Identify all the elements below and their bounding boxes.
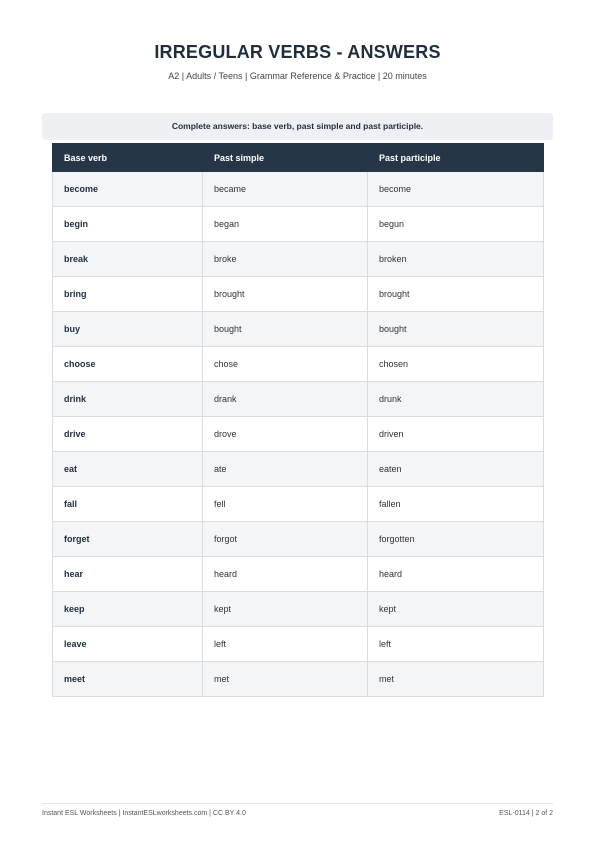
base-verb-cell: choose bbox=[53, 347, 203, 382]
past-simple-cell: began bbox=[203, 207, 368, 242]
past-simple-cell: bought bbox=[203, 312, 368, 347]
table-row bbox=[53, 417, 544, 452]
table-row bbox=[53, 277, 544, 312]
past-simple-cell: fell bbox=[203, 487, 368, 522]
past-participle-cell: left bbox=[368, 627, 544, 662]
table-row bbox=[53, 592, 544, 627]
past-participle-cell: bought bbox=[368, 312, 544, 347]
footer-page-number: ESL-0114 | 2 of 2 bbox=[499, 810, 553, 817]
footer-credits: Instant ESL Worksheets | InstantESLworksheets.com | CC BY 4.0 bbox=[42, 810, 246, 817]
past-participle-cell: broken bbox=[368, 242, 544, 277]
table-row bbox=[53, 662, 544, 697]
base-verb-cell: become bbox=[53, 172, 203, 207]
past-simple-cell: broke bbox=[203, 242, 368, 277]
past-participle-cell: kept bbox=[368, 592, 544, 627]
past-simple-cell: kept bbox=[203, 592, 368, 627]
past-simple-cell: became bbox=[203, 172, 368, 207]
table-header-row bbox=[53, 144, 544, 172]
verbs-table bbox=[52, 143, 544, 697]
column-header-past-participle: Past participle bbox=[368, 144, 544, 172]
column-header-base-verb: Base verb bbox=[53, 144, 203, 172]
past-simple-cell: left bbox=[203, 627, 368, 662]
base-verb-cell: leave bbox=[53, 627, 203, 662]
past-participle-cell: forgotten bbox=[368, 522, 544, 557]
past-simple-cell: chose bbox=[203, 347, 368, 382]
instructions-banner: Complete answers: base verb, past simple and past participle. bbox=[42, 113, 553, 140]
base-verb-cell: buy bbox=[53, 312, 203, 347]
past-participle-cell: become bbox=[368, 172, 544, 207]
table-body bbox=[53, 172, 544, 697]
table-row bbox=[53, 347, 544, 382]
base-verb-cell: drink bbox=[53, 382, 203, 417]
past-simple-cell: drove bbox=[203, 417, 368, 452]
past-participle-cell: eaten bbox=[368, 452, 544, 487]
base-verb-cell: meet bbox=[53, 662, 203, 697]
column-header-past-simple: Past simple bbox=[203, 144, 368, 172]
past-participle-cell: chosen bbox=[368, 347, 544, 382]
table-row bbox=[53, 452, 544, 487]
past-participle-cell: drunk bbox=[368, 382, 544, 417]
past-simple-cell: forgot bbox=[203, 522, 368, 557]
base-verb-cell: fall bbox=[53, 487, 203, 522]
past-simple-cell: brought bbox=[203, 277, 368, 312]
table-row bbox=[53, 312, 544, 347]
table-row bbox=[53, 522, 544, 557]
past-participle-cell: begun bbox=[368, 207, 544, 242]
table-row bbox=[53, 557, 544, 592]
base-verb-cell: break bbox=[53, 242, 203, 277]
past-participle-cell: driven bbox=[368, 417, 544, 452]
table-row bbox=[53, 487, 544, 522]
base-verb-cell: forget bbox=[53, 522, 203, 557]
table-row bbox=[53, 207, 544, 242]
base-verb-cell: eat bbox=[53, 452, 203, 487]
past-simple-cell: met bbox=[203, 662, 368, 697]
table-row bbox=[53, 382, 544, 417]
footer-divider bbox=[42, 803, 553, 804]
past-participle-cell: fallen bbox=[368, 487, 544, 522]
past-participle-cell: met bbox=[368, 662, 544, 697]
table-row bbox=[53, 172, 544, 207]
base-verb-cell: keep bbox=[53, 592, 203, 627]
base-verb-cell: drive bbox=[53, 417, 203, 452]
table-row bbox=[53, 242, 544, 277]
table-row bbox=[53, 627, 544, 662]
base-verb-cell: hear bbox=[53, 557, 203, 592]
past-simple-cell: heard bbox=[203, 557, 368, 592]
past-participle-cell: brought bbox=[368, 277, 544, 312]
past-participle-cell: heard bbox=[368, 557, 544, 592]
past-simple-cell: ate bbox=[203, 452, 368, 487]
past-simple-cell: drank bbox=[203, 382, 368, 417]
base-verb-cell: begin bbox=[53, 207, 203, 242]
base-verb-cell: bring bbox=[53, 277, 203, 312]
page-title: IRREGULAR VERBS - ANSWERS bbox=[154, 42, 441, 62]
page-subtitle: A2 | Adults / Teens | Grammar Reference & Practice | 20 minutes bbox=[168, 71, 427, 81]
